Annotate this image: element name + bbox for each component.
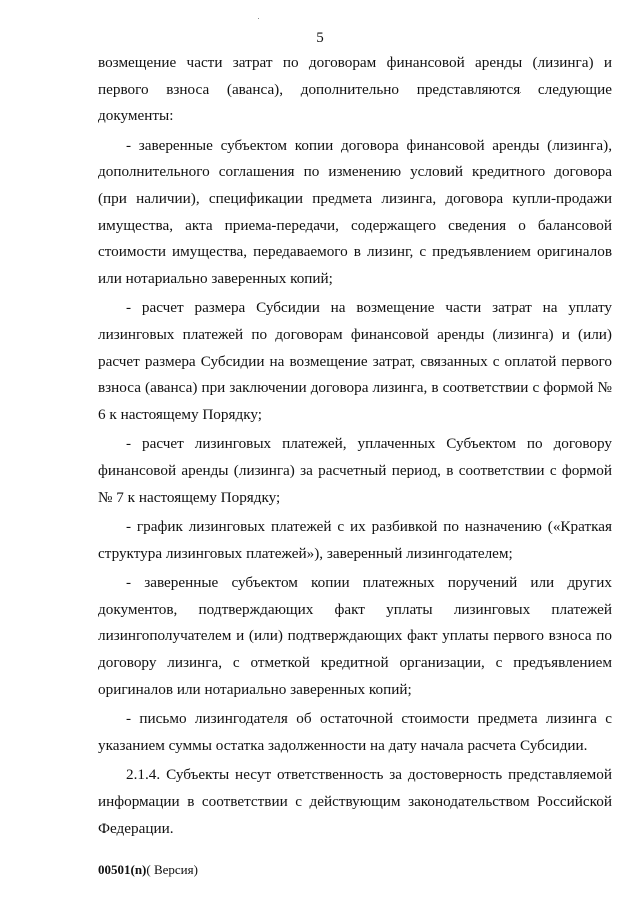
- list-item-payment-orders: - заверенные субъектом копии платежных поручений или других документов, подтверждающих факт уплаты лизинговых платежей лизингополучателем и (или) подтверждающих факт уплаты первого взноса по договору лизинга, с отметкой кредитной организации, с предъявлением оригиналов или нотариально заверенных копий;: [98, 574, 612, 698]
- document-footer: [98, 862, 198, 878]
- scan-speck: [258, 18, 259, 19]
- paragraph-continuation: возмещение части затрат по договорам финансовой аренды (лизинга) и первого взноса (аванса), дополнительно представляются следующие документы:: [98, 54, 612, 125]
- list-item-payment-schedule: - график лизинговых платежей с их разбивкой по назначению («Краткая структура лизинговых платежей»), заверенный лизингодателем;: [98, 518, 612, 562]
- list-item-lease-payments-calculation: - расчет лизинговых платежей, уплаченных Субъектом по договору финансовой аренды (лизинга) за расчетный период, в соответствии с формой № 7 к настоящему Порядку;: [98, 435, 612, 506]
- list-item-lessor-letter: - письмо лизингодателя об остаточной стоимости предмета лизинга с указанием суммы остатка задолженности на дату начала расчета Субсидии.: [98, 710, 612, 754]
- document-code: 00501(n): [98, 862, 147, 877]
- section-2-1-4: 2.1.4. Субъекты несут ответственность за достоверность представляемой информации в соответствии с действующим законодательством Российской Федерации.: [98, 766, 612, 837]
- page-number: 5: [316, 30, 324, 46]
- document-body: [98, 50, 612, 842]
- list-item-subsidy-calculation: - расчет размера Субсидии на возмещение части затрат на уплату лизинговых платежей по договорам финансовой аренды (лизинга) и (или) расчет размера Субсидии на возмещение затрат, связанных с оплатой первого взноса (аванса) при заключении договора лизинга, в соответствии с формой № 6 к настоящему Порядку;: [98, 299, 612, 423]
- document-version: ( Версия): [146, 862, 198, 877]
- list-item-lease-copies: - заверенные субъектом копии договора финансовой аренды (лизинга), дополнительного соглашения по изменению условий кредитного договора (при наличии), спецификации предмета лизинга, договора купли-продажи имущества, акта приема-передачи, содержащего сведения о балансовой стоимости имущества, передаваемого в лизинг, с предъявлением оригиналов или нотариально заверенных копий;: [98, 136, 612, 287]
